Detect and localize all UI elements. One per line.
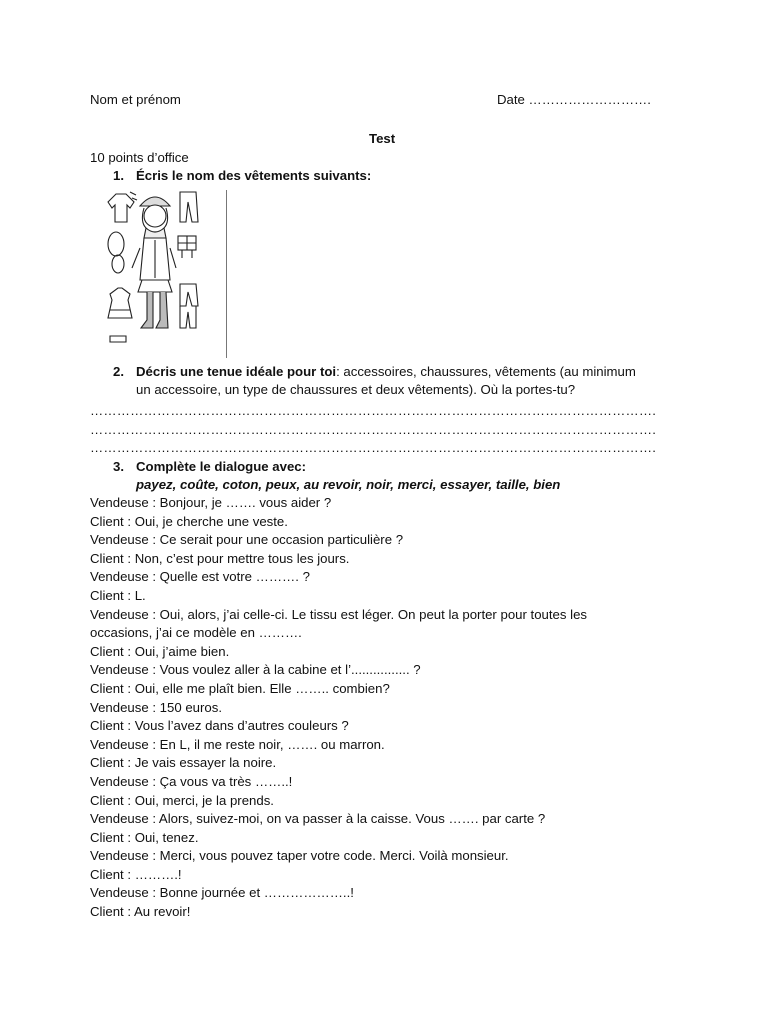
dialogue-line: Client : Oui, merci, je la prends. — [90, 792, 274, 808]
dialogue-line: Client : Au revoir! — [90, 904, 191, 920]
dialogue-line: Vendeuse : Ça vous va très ……..! — [90, 773, 293, 789]
dialogue-line: Vendeuse : Quelle est votre ………. ? — [90, 569, 310, 585]
dialogue-line: Client : Oui, j’aime bien. — [90, 643, 230, 659]
dialogue-line: Client : Je vais essayer la noire. — [90, 755, 277, 771]
question-2-line1 — [136, 364, 636, 380]
dialogue-line: Vendeuse : Ce serait pour une occasion particulière ? — [90, 532, 404, 548]
question-2-line2: un accessoire, un type de chaussures et deux vêtements). Où la portes-tu? — [136, 382, 576, 397]
question-3-text: Complète le dialogue avec: — [136, 459, 307, 474]
name-label: Nom et prénom — [90, 92, 181, 107]
dialogue-line: Vendeuse : Bonjour, je ……. vous aider ? — [90, 495, 332, 510]
dialogue-line: Client : Non, c’est pour mettre tous les jours. — [90, 550, 350, 566]
dialogue-line: Vendeuse : En L, il me reste noir, ……. ou marron. — [90, 736, 385, 752]
dialogue-line: Vendeuse : Merci, vous pouvez taper votre code. Merci. Voilà monsieur. — [90, 848, 509, 864]
dialogue-line: Vendeuse : Alors, suivez-moi, on va passer à la caisse. Vous ……. par carte ? — [90, 811, 546, 827]
question-3-number: 3. — [113, 459, 124, 474]
dialogue-line: occasions, j’ai ce modèle en ………. — [90, 625, 302, 641]
question-2-rest: : accessoires, chaussures, vêtements (au minimum — [336, 364, 636, 379]
dialogue-line: Client : Oui, tenez. — [90, 829, 199, 845]
dialogue-line: Vendeuse : Vous voulez aller à la cabine et l’................ ? — [90, 662, 421, 678]
dialogue — [90, 494, 690, 922]
girl-head-icon — [144, 205, 166, 227]
dialogue-line: Vendeuse : Oui, alors, j’ai celle-ci. Le tissu est léger. On peut la porter pour toutes les — [90, 606, 587, 622]
points-note: 10 points d’office — [90, 150, 189, 165]
answer-line-3: ………………………………………………………………………………………………………………. — [90, 440, 657, 455]
question-2-bold: Décris une tenue idéale pour toi — [136, 364, 337, 379]
word-bank: payez, coûte, coton, peux, au revoir, noir, merci, essayer, taille, bien — [136, 477, 561, 492]
shirt-icon — [108, 194, 134, 222]
dialogue-line: Client : L. — [90, 587, 146, 603]
dress-icon — [108, 288, 132, 318]
vertical-divider — [226, 190, 227, 358]
answer-line-2: ………………………………………………………………………………………………………………. — [90, 422, 657, 437]
dialogue-line: Client : Oui, je cherche une veste. — [90, 513, 288, 529]
answer-line-1: ………………………………………………………………………………………………………………. — [90, 403, 657, 418]
bracelet-icon — [108, 232, 124, 256]
clothing-illustration — [100, 188, 210, 360]
page-title: Test — [369, 131, 396, 146]
tracksuit-icon — [180, 284, 198, 306]
trousers-icon — [180, 192, 198, 222]
dialogue-line: Client : ……….! — [90, 866, 182, 882]
question-1-text: Écris le nom des vêtements suivants: — [136, 168, 372, 183]
dialogue-line: Client : Vous l’avez dans d’autres couleurs ? — [90, 718, 349, 734]
dialogue-line: Client : Oui, elle me plaît bien. Elle …….. combien? — [90, 680, 390, 696]
question-2-number: 2. — [113, 364, 124, 379]
dialogue-line: Vendeuse : 150 euros. — [90, 699, 222, 715]
date-label: Date ………………………. — [497, 92, 651, 107]
question-1-number: 1. — [113, 168, 124, 183]
dialogue-line: Vendeuse : Bonne journée et ………………..! — [90, 885, 354, 901]
